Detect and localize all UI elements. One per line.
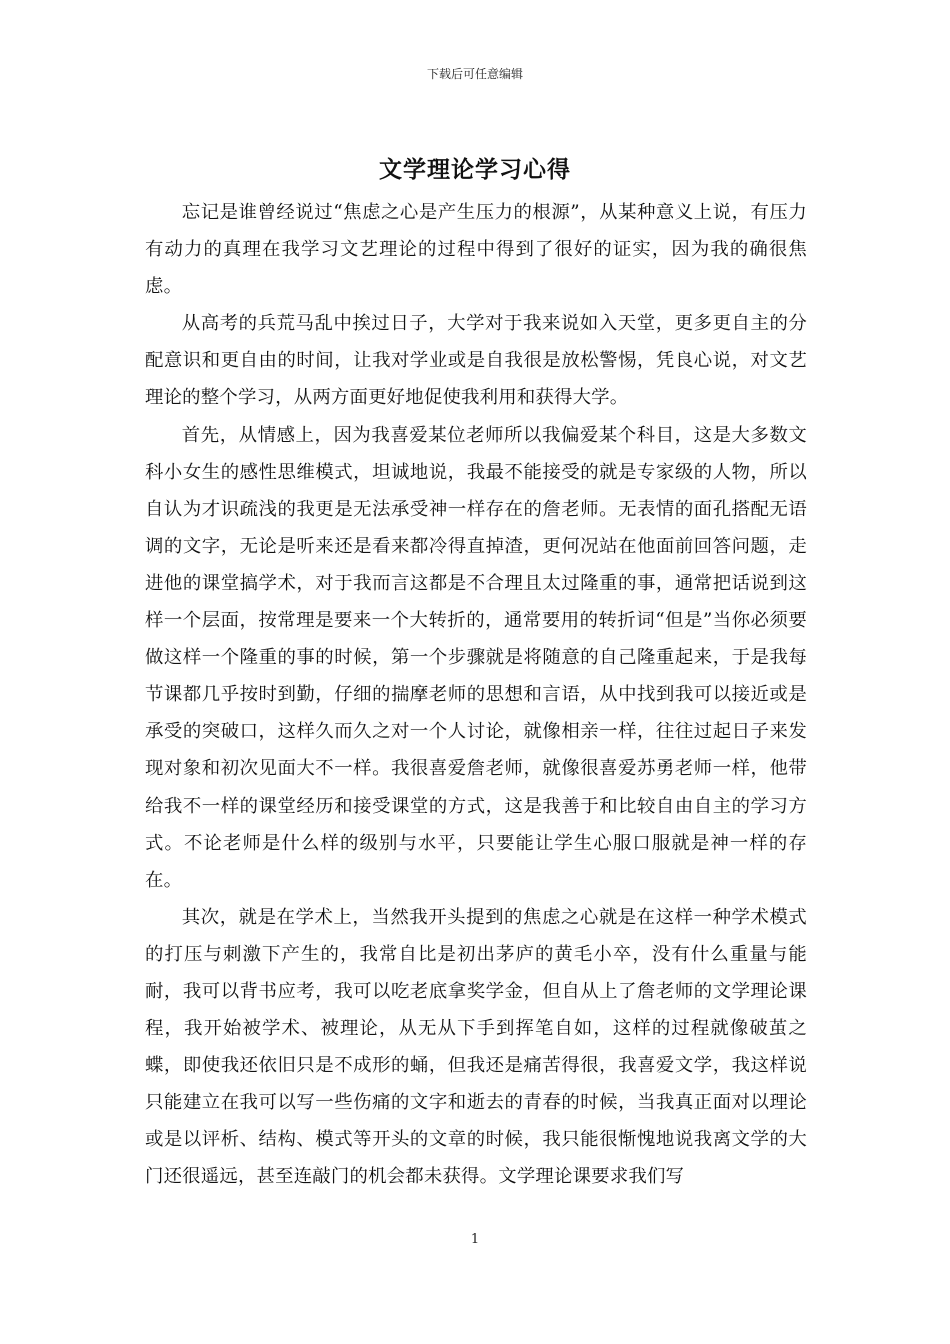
paragraph-3: 首先，从情感上，因为我喜爱某位老师所以我偏爱某个科目，这是大多数文科小女生的感性思维模式，坦诚地说，我最不能接受的就是专家级的人物，所以自认为才识疏浅的我更是无法承受神一样存在的詹老师。无表情的面孔搭配无语调的文字，无论是听来还是看来都冷得直掉渣，更何况站在他面前回答问题，走进他的课堂搞学术，对于我而言这都是不合理且太过隆重的事，通常把话说到这样一个层面，按常理是要来一个大转折的，通常要用的转折词“但是”当你必须要做这样一个隆重的事的时候，第一个步骤就是将随意的自己隆重起来，于是我每节课都几乎按时到勤，仔细的揣摩老师的思想和言语，从中找到我可以接近或是承受的突破口，这样久而久之对一个人讨论，就像相亲一样，往往过起日子来发现对象和初次见面大不一样。我很喜爱詹老师，就像很喜爱苏勇老师一样，他带给我不一样的课堂经历和接受课堂的方式，这是我善于和比较自由自主的学习方式。不论老师是什么样的级别与水平，只要能让学生心服口服就是神一样的存在。 xyxy=(145,424,807,891)
paragraph-4: 其次，就是在学术上，当然我开头提到的焦虑之心就是在这样一种学术模式的打压与刺激下产生的，我常自比是初出茅庐的黄毛小卒，没有什么重量与能耐，我可以背书应考，我可以吃老底拿奖学金，但自从上了詹老师的文学理论课程，我开始被学术、被理论，从无从下手到挥笔自如，这样的过程就像破茧之蝶，即使我还依旧只是不成形的蛹，但我还是痛苦得很，我喜爱文学，我这样说只能建立在我可以写一些伤痛的文字和逝去的青春的时候，当我真正面对以理论或是以评析、结构、模式等开头的文章的时候，我只能很惭愧地说我离文学的大门还很遥远，甚至连敲门的机会都未获得。文学理论课要求我们写 xyxy=(145,906,807,1188)
document-title: 文学理论学习心得 xyxy=(379,157,571,183)
page-number: 1 xyxy=(470,1232,480,1247)
page-header-note: 下载后可任意编辑 xyxy=(426,67,523,81)
paragraph-2: 从高考的兵荒马乱中挨过日子，大学对于我来说如入天堂，更多更自主的分配意识和更自由的时间，让我对学业或是自我很是放松警惕，凭良心说，对文艺理论的整个学习，从两方面更好地促使我利用和获得大学。 xyxy=(145,313,807,409)
document-body xyxy=(145,194,807,1196)
paragraph-1: 忘记是谁曾经说过“焦虑之心是产生压力的根源”，从某种意义上说，有压力有动力的真理在我学习文艺理论的过程中得到了很好的证实，因为我的确很焦虑。 xyxy=(145,202,807,298)
